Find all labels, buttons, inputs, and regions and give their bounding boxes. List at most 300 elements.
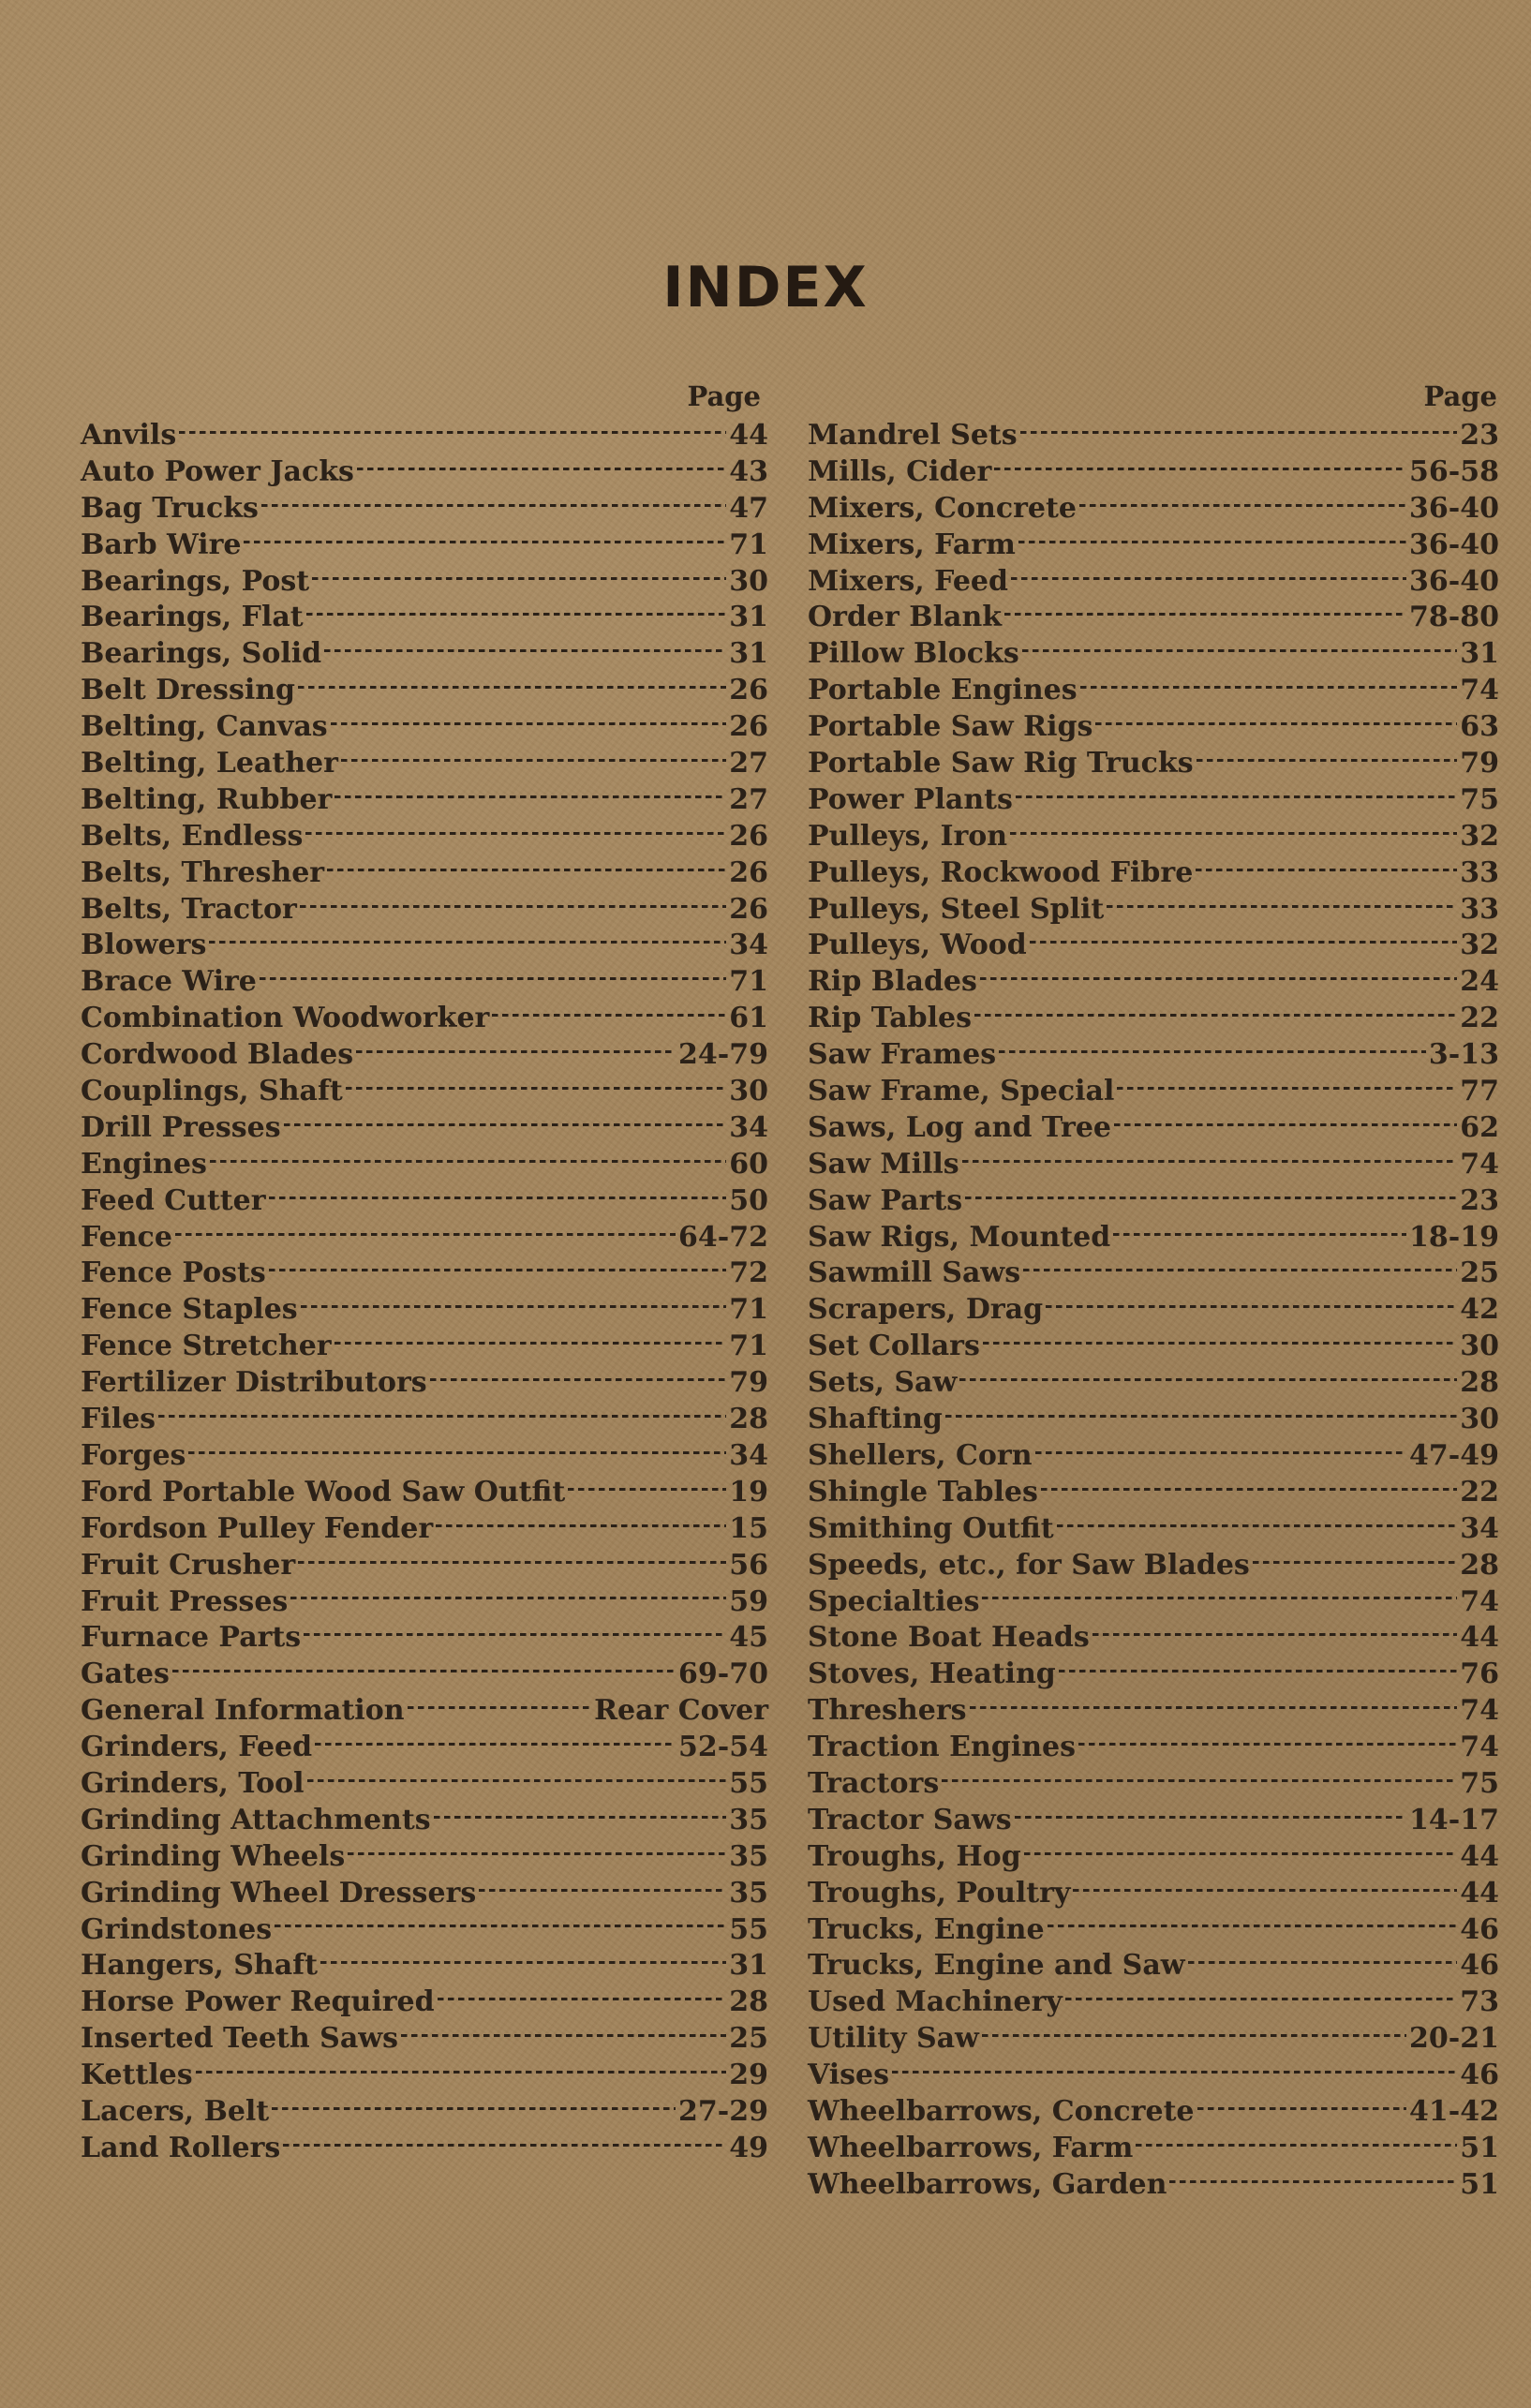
dot-leader bbox=[158, 1415, 726, 1418]
entry-page: 18-19 bbox=[1409, 1220, 1499, 1254]
entry-name: Saw Frame, Special bbox=[808, 1075, 1115, 1108]
entry-name: Grinding Attachments bbox=[81, 1803, 431, 1836]
dot-leader bbox=[1030, 941, 1458, 944]
entry-name: Grindstones bbox=[81, 1912, 273, 1946]
index-entry bbox=[808, 1803, 1499, 1839]
index-entry bbox=[81, 2058, 768, 2094]
index-entry bbox=[808, 2131, 1499, 2167]
dot-leader bbox=[1015, 1816, 1406, 1819]
entry-name: Utility Saw bbox=[808, 2022, 979, 2056]
entry-name: Tractor Saws bbox=[808, 1803, 1012, 1836]
index-entry bbox=[808, 892, 1499, 929]
entry-page: 69-70 bbox=[678, 1657, 768, 1691]
dot-leader bbox=[1113, 1233, 1406, 1236]
dot-leader bbox=[980, 977, 1457, 980]
entry-name: Pulleys, Wood bbox=[808, 929, 1027, 962]
index-entry bbox=[81, 1548, 768, 1584]
entry-name: Fertilizer Distributors bbox=[81, 1366, 427, 1400]
entry-name: Trucks, Engine and Saw bbox=[808, 1949, 1185, 1983]
dot-leader bbox=[1114, 1123, 1457, 1126]
entry-page: 49 bbox=[729, 2131, 768, 2164]
index-entry bbox=[808, 600, 1499, 636]
index-entry bbox=[808, 1329, 1499, 1365]
index-entry bbox=[81, 528, 768, 564]
entry-page: 55 bbox=[729, 1912, 768, 1946]
entry-page: 43 bbox=[729, 454, 768, 488]
index-entry bbox=[81, 746, 768, 782]
index-entry bbox=[808, 1365, 1499, 1402]
page-column-header: Page bbox=[687, 380, 761, 412]
entry-page: 71 bbox=[729, 965, 768, 999]
entry-name: Wheelbarrows, Garden bbox=[808, 2167, 1167, 2201]
entry-name: Blowers bbox=[81, 929, 207, 962]
dot-leader bbox=[1024, 1852, 1458, 1855]
dot-leader bbox=[357, 468, 726, 470]
entry-name: Speeds, etc., for Saw Blades bbox=[808, 1548, 1250, 1582]
index-entry bbox=[808, 1220, 1499, 1256]
entry-name: Files bbox=[81, 1403, 156, 1436]
entry-page: 20-21 bbox=[1409, 2022, 1499, 2056]
dot-leader bbox=[982, 1597, 1457, 1599]
entry-page: 34 bbox=[729, 929, 768, 962]
entry-page: 23 bbox=[1460, 1183, 1499, 1217]
entry-page: 74 bbox=[1460, 674, 1499, 707]
dot-leader bbox=[298, 686, 726, 689]
index-entry bbox=[808, 964, 1499, 1001]
entry-page: 59 bbox=[729, 1584, 768, 1618]
entry-page: 35 bbox=[729, 1876, 768, 1910]
entry-name: Sets, Saw bbox=[808, 1366, 958, 1400]
dot-leader bbox=[430, 1378, 727, 1381]
entry-name: Pulleys, Steel Split bbox=[808, 892, 1105, 926]
entry-page: Rear Cover bbox=[594, 1694, 768, 1728]
entry-name: Portable Engines bbox=[808, 674, 1078, 707]
index-entry bbox=[81, 636, 768, 673]
entry-page: 56 bbox=[729, 1548, 768, 1582]
entry-name: Feed Cutter bbox=[81, 1183, 266, 1217]
index-entry bbox=[808, 528, 1499, 564]
entry-page: 30 bbox=[729, 1075, 768, 1108]
dot-leader bbox=[492, 1014, 726, 1017]
entry-name: Power Plants bbox=[808, 782, 1013, 816]
entry-page: 60 bbox=[729, 1147, 768, 1181]
dot-leader bbox=[300, 905, 726, 908]
dot-leader bbox=[1107, 905, 1457, 908]
index-entry bbox=[808, 454, 1499, 491]
entry-name: Saws, Log and Tree bbox=[808, 1110, 1112, 1144]
dot-leader bbox=[401, 2034, 726, 2037]
dot-leader bbox=[348, 1852, 726, 1855]
entry-page: 30 bbox=[729, 564, 768, 598]
entry-name: Hangers, Shaft bbox=[81, 1949, 318, 1983]
index-entry bbox=[81, 1220, 768, 1256]
index-entry bbox=[808, 1147, 1499, 1183]
entry-name: Pulleys, Rockwood Fibre bbox=[808, 855, 1194, 889]
index-entry bbox=[81, 673, 768, 709]
dot-leader bbox=[1196, 869, 1457, 871]
index-entry bbox=[81, 1511, 768, 1548]
index-entry bbox=[808, 1402, 1499, 1438]
entry-name: Threshers bbox=[808, 1694, 967, 1728]
index-entry bbox=[808, 1839, 1499, 1876]
entry-page: 78-80 bbox=[1409, 601, 1499, 634]
entry-page: 47-49 bbox=[1409, 1438, 1499, 1472]
entry-page: 28 bbox=[729, 1985, 768, 2019]
entry-page: 25 bbox=[1460, 1256, 1499, 1290]
index-entry bbox=[81, 892, 768, 929]
entry-name: Bearings, Solid bbox=[81, 637, 322, 671]
index-entry bbox=[81, 1074, 768, 1110]
entry-name: Brace Wire bbox=[81, 965, 257, 999]
entry-page: 74 bbox=[1460, 1147, 1499, 1181]
entry-page: 31 bbox=[729, 601, 768, 634]
entry-name: Mandrel Sets bbox=[808, 419, 1018, 452]
entry-name: Rip Tables bbox=[808, 1002, 972, 1035]
index-entry bbox=[81, 1329, 768, 1365]
entry-page: 15 bbox=[729, 1511, 768, 1545]
dot-leader bbox=[1004, 613, 1406, 616]
dot-leader bbox=[331, 722, 727, 725]
dot-leader bbox=[436, 1524, 726, 1527]
index-entry bbox=[81, 418, 768, 454]
dot-leader bbox=[261, 504, 726, 507]
entry-name: Traction Engines bbox=[808, 1731, 1077, 1764]
entry-name: Saw Rigs, Mounted bbox=[808, 1220, 1111, 1254]
index-entry bbox=[81, 2131, 768, 2167]
entry-page: 26 bbox=[729, 892, 768, 926]
entry-page: 27-29 bbox=[678, 2094, 768, 2128]
dot-leader bbox=[1095, 722, 1457, 725]
index-entry bbox=[808, 418, 1499, 454]
entry-name: Shingle Tables bbox=[808, 1475, 1038, 1509]
index-entry bbox=[808, 2021, 1499, 2058]
index-entry bbox=[808, 1037, 1499, 1074]
entry-name: Cordwood Blades bbox=[81, 1038, 354, 1072]
entry-page: 62 bbox=[1460, 1110, 1499, 1144]
dot-leader bbox=[970, 1706, 1458, 1709]
dot-leader bbox=[994, 468, 1406, 470]
entry-name: Trucks, Engine bbox=[808, 1912, 1045, 1946]
entry-name: Saw Frames bbox=[808, 1038, 997, 1072]
dot-leader bbox=[301, 1305, 727, 1308]
dot-leader bbox=[1016, 795, 1457, 798]
index-entry bbox=[81, 1256, 768, 1292]
entry-page: 36-40 bbox=[1409, 528, 1499, 561]
page-column-header: Page bbox=[1423, 380, 1497, 412]
entry-name: Belting, Rubber bbox=[81, 782, 333, 816]
index-entry bbox=[808, 928, 1499, 964]
entry-name: Gates bbox=[81, 1657, 170, 1691]
dot-leader bbox=[1169, 2180, 1457, 2183]
entry-name: Belts, Endless bbox=[81, 819, 304, 853]
entry-page: 31 bbox=[729, 1949, 768, 1983]
index-entry bbox=[808, 709, 1499, 746]
entry-page: 46 bbox=[1460, 1949, 1499, 1983]
index-entry bbox=[808, 2094, 1499, 2131]
index-entry bbox=[81, 1984, 768, 2021]
entry-page: 75 bbox=[1460, 1766, 1499, 1800]
index-entry bbox=[81, 1001, 768, 1037]
dot-leader bbox=[260, 977, 726, 980]
entry-page: 23 bbox=[1460, 419, 1499, 452]
entry-page: 27 bbox=[729, 747, 768, 780]
entry-name: Specialties bbox=[808, 1584, 980, 1618]
dot-leader bbox=[1079, 504, 1406, 507]
entry-name: Order Blank bbox=[808, 601, 1003, 634]
entry-page: 52-54 bbox=[678, 1731, 768, 1764]
index-column-right bbox=[808, 375, 1499, 2204]
entry-page: 34 bbox=[729, 1110, 768, 1144]
dot-leader bbox=[275, 1925, 726, 1927]
entry-page: 56-58 bbox=[1409, 454, 1499, 488]
entry-page: 31 bbox=[1460, 637, 1499, 671]
entry-name: Fordson Pulley Fender bbox=[81, 1511, 434, 1545]
index-entry bbox=[808, 636, 1499, 673]
entry-name: Belts, Thresher bbox=[81, 855, 325, 889]
entry-name: Saw Parts bbox=[808, 1183, 963, 1217]
entry-page: 72 bbox=[729, 1256, 768, 1290]
dot-leader bbox=[324, 649, 726, 652]
index-entry bbox=[81, 1657, 768, 1693]
entry-name: Stoves, Heating bbox=[808, 1657, 1056, 1691]
entry-name: Anvils bbox=[81, 419, 177, 452]
dot-leader bbox=[1046, 1305, 1457, 1308]
entry-page: 22 bbox=[1460, 1002, 1499, 1035]
entry-page: 30 bbox=[1460, 1403, 1499, 1436]
dot-leader bbox=[1093, 1633, 1458, 1636]
index-entry bbox=[81, 782, 768, 819]
index-entry bbox=[81, 1475, 768, 1511]
dot-leader bbox=[269, 1197, 727, 1199]
entry-page: 24 bbox=[1460, 965, 1499, 999]
entry-name: Engines bbox=[81, 1147, 207, 1181]
dot-leader bbox=[982, 2034, 1406, 2037]
entry-page: 28 bbox=[1460, 1548, 1499, 1582]
index-entry bbox=[808, 1693, 1499, 1730]
index-entry bbox=[808, 1183, 1499, 1220]
index-entry bbox=[808, 1620, 1499, 1657]
entry-name: Belting, Leather bbox=[81, 747, 338, 780]
entry-page: 46 bbox=[1460, 2059, 1499, 2092]
entry-name: Kettles bbox=[81, 2059, 193, 2092]
entry-page: 36-40 bbox=[1409, 564, 1499, 598]
index-entry bbox=[808, 1730, 1499, 1766]
index-entry bbox=[81, 491, 768, 528]
entry-name: Combination Woodworker bbox=[81, 1002, 490, 1035]
entry-page: 71 bbox=[729, 1330, 768, 1363]
dot-leader bbox=[1035, 1451, 1407, 1454]
index-entry bbox=[81, 1402, 768, 1438]
dot-leader bbox=[1059, 1670, 1458, 1672]
index-list bbox=[808, 418, 1499, 2204]
index-entry bbox=[81, 564, 768, 601]
entry-page: 47 bbox=[729, 491, 768, 525]
dot-leader bbox=[1117, 1087, 1457, 1090]
dot-leader bbox=[1010, 832, 1457, 835]
dot-leader bbox=[408, 1706, 592, 1709]
index-entry bbox=[81, 964, 768, 1001]
entry-page: 19 bbox=[729, 1475, 768, 1509]
index-entry bbox=[808, 1584, 1499, 1621]
entry-page: 79 bbox=[729, 1366, 768, 1400]
index-entry bbox=[808, 1475, 1499, 1511]
entry-page: 26 bbox=[729, 674, 768, 707]
entry-name: Shellers, Corn bbox=[808, 1438, 1033, 1472]
dot-leader bbox=[1188, 1961, 1458, 1964]
entry-page: 71 bbox=[729, 528, 768, 561]
dot-leader bbox=[356, 1050, 676, 1053]
entry-page: 51 bbox=[1460, 2131, 1499, 2164]
entry-page: 55 bbox=[729, 1766, 768, 1800]
dot-leader bbox=[209, 941, 726, 944]
entry-name: Furnace Parts bbox=[81, 1621, 302, 1655]
index-entry bbox=[81, 1037, 768, 1074]
index-entry bbox=[81, 855, 768, 892]
entry-page: 44 bbox=[729, 419, 768, 452]
entry-name: Grinding Wheel Dressers bbox=[81, 1876, 477, 1910]
entry-page: 32 bbox=[1460, 819, 1499, 853]
dot-leader bbox=[479, 1889, 726, 1892]
entry-page: 74 bbox=[1460, 1731, 1499, 1764]
entry-page: 26 bbox=[729, 710, 768, 744]
dot-leader bbox=[210, 1160, 726, 1163]
dot-leader bbox=[269, 1269, 726, 1271]
entry-page: 74 bbox=[1460, 1584, 1499, 1618]
index-entry bbox=[81, 1183, 768, 1220]
index-entry bbox=[808, 1766, 1499, 1803]
entry-name: Troughs, Poultry bbox=[808, 1876, 1071, 1910]
entry-name: Couplings, Shaft bbox=[81, 1075, 343, 1108]
dot-leader bbox=[1048, 1925, 1458, 1927]
entry-name: Sawmill Saws bbox=[808, 1256, 1021, 1290]
index-entry bbox=[81, 1912, 768, 1949]
entry-name: Belts, Tractor bbox=[81, 892, 297, 926]
dot-leader bbox=[965, 1197, 1457, 1199]
entry-page: 34 bbox=[1460, 1511, 1499, 1545]
entry-page: 44 bbox=[1460, 1621, 1499, 1655]
entry-page: 14-17 bbox=[1409, 1803, 1499, 1836]
index-entry bbox=[81, 1620, 768, 1657]
dot-leader bbox=[306, 613, 727, 616]
index-entry bbox=[81, 2094, 768, 2131]
index-entry bbox=[81, 1292, 768, 1329]
dot-leader bbox=[962, 1160, 1458, 1163]
dot-leader bbox=[327, 869, 726, 871]
index-entry bbox=[808, 2167, 1499, 2204]
entry-page: 28 bbox=[1460, 1366, 1499, 1400]
entry-page: 79 bbox=[1460, 747, 1499, 780]
dot-leader bbox=[196, 2071, 727, 2074]
dot-leader bbox=[568, 1488, 726, 1491]
index-entry bbox=[808, 1948, 1499, 1984]
entry-name: Scrapers, Drag bbox=[808, 1293, 1044, 1327]
entry-page: 33 bbox=[1460, 892, 1499, 926]
dot-leader bbox=[1022, 649, 1458, 652]
entry-page: 76 bbox=[1460, 1657, 1499, 1691]
entry-name: Mixers, Concrete bbox=[808, 491, 1077, 525]
index-entry bbox=[81, 709, 768, 746]
index-entry bbox=[81, 1365, 768, 1402]
entry-page: 31 bbox=[729, 637, 768, 671]
entry-page: 27 bbox=[729, 782, 768, 816]
dot-leader bbox=[892, 2071, 1457, 2074]
dot-leader bbox=[307, 1779, 727, 1782]
index-entry bbox=[808, 1657, 1499, 1693]
entry-name: Grinders, Feed bbox=[81, 1731, 313, 1764]
index-entry bbox=[808, 746, 1499, 782]
index-entry bbox=[808, 1511, 1499, 1548]
index-entry bbox=[81, 1948, 768, 1984]
index-entry bbox=[81, 2021, 768, 2058]
dot-leader bbox=[304, 1633, 726, 1636]
index-column-left bbox=[81, 375, 768, 2167]
entry-page: 64-72 bbox=[678, 1220, 768, 1254]
entry-page: 45 bbox=[729, 1621, 768, 1655]
entry-name: Inserted Teeth Saws bbox=[81, 2022, 398, 2056]
index-entry bbox=[808, 1001, 1499, 1037]
entry-page: 44 bbox=[1460, 1839, 1499, 1873]
entry-page: 50 bbox=[729, 1183, 768, 1217]
dot-leader bbox=[438, 1998, 727, 2000]
index-entry bbox=[81, 928, 768, 964]
entry-name: Troughs, Hog bbox=[808, 1839, 1021, 1873]
index-entry bbox=[808, 673, 1499, 709]
dot-leader bbox=[334, 1342, 727, 1345]
dot-leader bbox=[298, 1561, 726, 1564]
entry-name: Fence bbox=[81, 1220, 172, 1254]
dot-leader bbox=[1065, 1998, 1457, 2000]
entry-name: Mixers, Farm bbox=[808, 528, 1016, 561]
dot-leader bbox=[945, 1415, 1457, 1418]
entry-name: Bearings, Post bbox=[81, 564, 310, 598]
dot-leader bbox=[1023, 1269, 1457, 1271]
entry-page: 35 bbox=[729, 1839, 768, 1873]
entry-page: 42 bbox=[1460, 1293, 1499, 1327]
index-entry bbox=[808, 1074, 1499, 1110]
entry-name: Grinders, Tool bbox=[81, 1766, 305, 1800]
entry-name: Bearings, Flat bbox=[81, 601, 304, 634]
entry-page: 26 bbox=[729, 855, 768, 889]
entry-page: 61 bbox=[729, 1002, 768, 1035]
index-entry bbox=[81, 1584, 768, 1621]
index-list bbox=[81, 418, 768, 2167]
entry-page: 75 bbox=[1460, 782, 1499, 816]
dot-leader bbox=[334, 795, 726, 798]
entry-page: 63 bbox=[1460, 710, 1499, 744]
dot-leader bbox=[1080, 686, 1458, 689]
index-entry bbox=[81, 1693, 768, 1730]
index-entry bbox=[808, 2058, 1499, 2094]
dot-leader bbox=[1057, 1524, 1458, 1527]
index-entry bbox=[808, 855, 1499, 892]
dot-leader bbox=[172, 1670, 676, 1672]
entry-name: Fruit Presses bbox=[81, 1584, 289, 1618]
entry-page: 77 bbox=[1460, 1075, 1499, 1108]
entry-name: Bag Trucks bbox=[81, 491, 259, 525]
dot-leader bbox=[320, 1961, 726, 1964]
dot-leader bbox=[272, 2107, 676, 2110]
index-entry bbox=[81, 1803, 768, 1839]
dot-leader bbox=[284, 1123, 727, 1126]
index-entry bbox=[81, 1730, 768, 1766]
entry-page: 34 bbox=[729, 1438, 768, 1472]
index-entry bbox=[81, 1438, 768, 1475]
entry-page: 25 bbox=[729, 2022, 768, 2056]
dot-leader bbox=[341, 759, 726, 762]
entry-page: 73 bbox=[1460, 1985, 1499, 2019]
dot-leader bbox=[1197, 759, 1458, 762]
entry-name: Horse Power Required bbox=[81, 1985, 435, 2019]
